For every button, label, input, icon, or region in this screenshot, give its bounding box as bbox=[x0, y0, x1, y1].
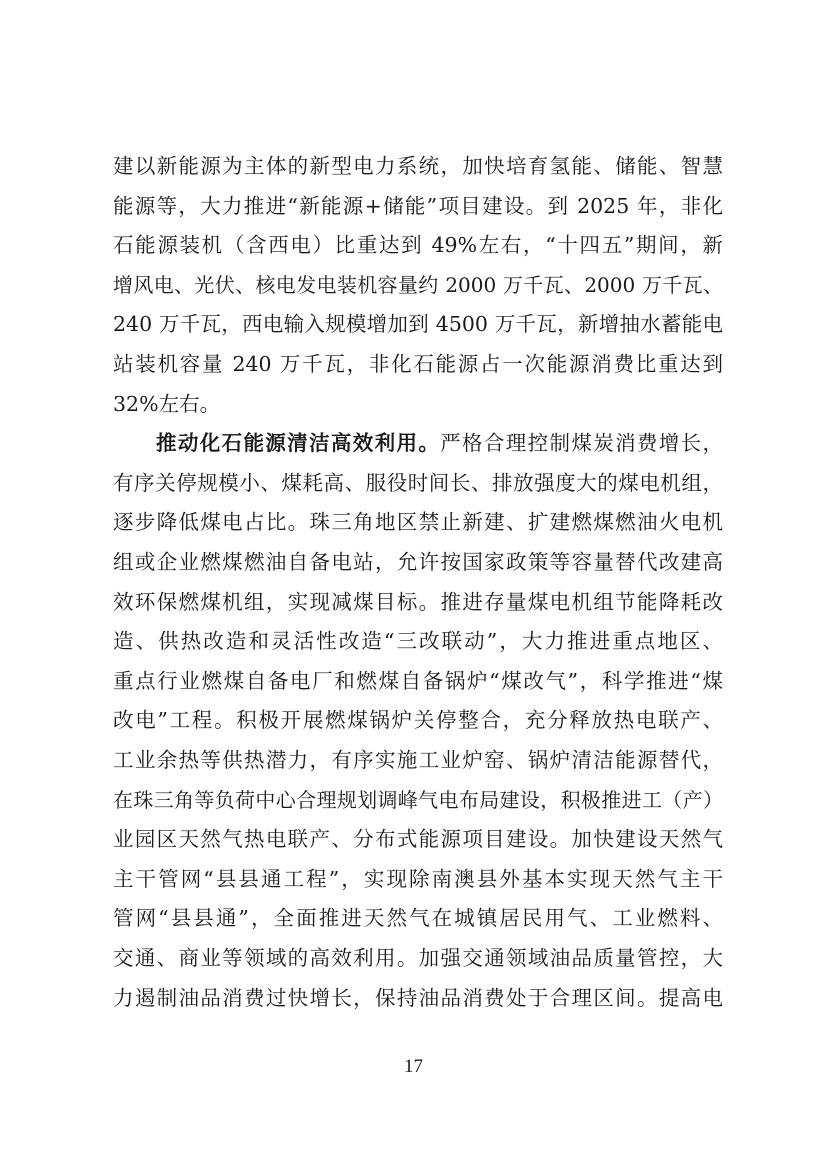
paragraph-2-line-13: 管网“县县通”，全面推进天然气在城镇居民用气、工业燃料、 bbox=[113, 906, 723, 931]
paragraph-1-line-6: 站装机容量 240 万千瓦，非化石能源占一次能源消费比重达到 bbox=[113, 352, 723, 376]
paragraph-2-line-11: 业园区天然气热电联产、分布式能源项目建设。加快建设天然气 bbox=[113, 827, 723, 852]
paragraph-1-line-4: 增风电、光伏、核电发电装机容量约 2000 万千瓦、2000 万千瓦、 bbox=[113, 272, 723, 297]
paragraph-2-line-10: 在珠三角等负荷中心合理规划调峰气电布局建设，积极推进工（产） bbox=[113, 787, 723, 812]
paragraph-1-line-3: 石能源装机（含西电）比重达到 49%左右，“十四五”期间，新 bbox=[113, 233, 723, 258]
paragraph-2-line-4: 组或企业燃煤燃油自备电站，允许按国家政策等容量替代改建高 bbox=[113, 550, 723, 574]
paragraph-2-first-line-rest: 严格合理控制煤炭消费增长， bbox=[440, 431, 724, 456]
paragraph-2-line-12: 主干管网“县县通工程”，实现除南澳县外基本实现天然气主干 bbox=[113, 866, 723, 891]
paragraph-2-line-6: 造、供热改造和灵活性改造“三改联动”，大力推进重点地区、 bbox=[113, 629, 723, 654]
paragraph-1-line-1: 建以新能源为主体的新型电力系统，加快培育氢能、储能、智慧 bbox=[113, 154, 723, 178]
paragraph-2-line-14: 交通、商业等领域的高效利用。加强交通领域油品质量管控，大 bbox=[113, 946, 723, 970]
paragraph-1-line-2: 能源等，大力推进“新能源+储能”项目建设。到 2025 年，非化 bbox=[113, 193, 723, 218]
page-number: 17 bbox=[404, 1056, 423, 1077]
paragraph-2-line-7: 重点行业燃煤自备电厂和燃煤自备锅炉“煤改气”，科学推进“煤 bbox=[113, 668, 723, 693]
paragraph-2-line-15: 力遏制油品消费过快增长，保持油品消费处于合理区间。提高电 bbox=[113, 985, 723, 1010]
paragraph-2-line-3: 逐步降低煤电占比。珠三角地区禁止新建、扩建燃煤燃油火电机 bbox=[113, 510, 723, 535]
paragraph-1-line-7: 32%左右。 bbox=[113, 391, 221, 416]
paragraph-2-line-5: 效环保燃煤机组，实现减煤目标。推进存量煤电机组节能降耗改 bbox=[113, 589, 723, 614]
paragraph-2-line-9: 工业余热等供热潜力，有序实施工业炉窑、锅炉清洁能源替代， bbox=[113, 748, 723, 772]
paragraph-1-line-5: 240 万千瓦，西电输入规模增加到 4500 万千瓦，新增抽水蓄能电 bbox=[113, 312, 723, 337]
paragraph-2-first-line bbox=[156, 428, 723, 458]
paragraph-heading: 推动化石能源清洁高效利用。 bbox=[156, 431, 441, 456]
paragraph-2-line-2: 有序关停规模小、煤耗高、服役时间长、排放强度大的煤电机组， bbox=[113, 470, 723, 495]
paragraph-2-line-8: 改电”工程。积极开展燃煤锅炉关停整合，充分释放热电联产、 bbox=[113, 708, 723, 733]
